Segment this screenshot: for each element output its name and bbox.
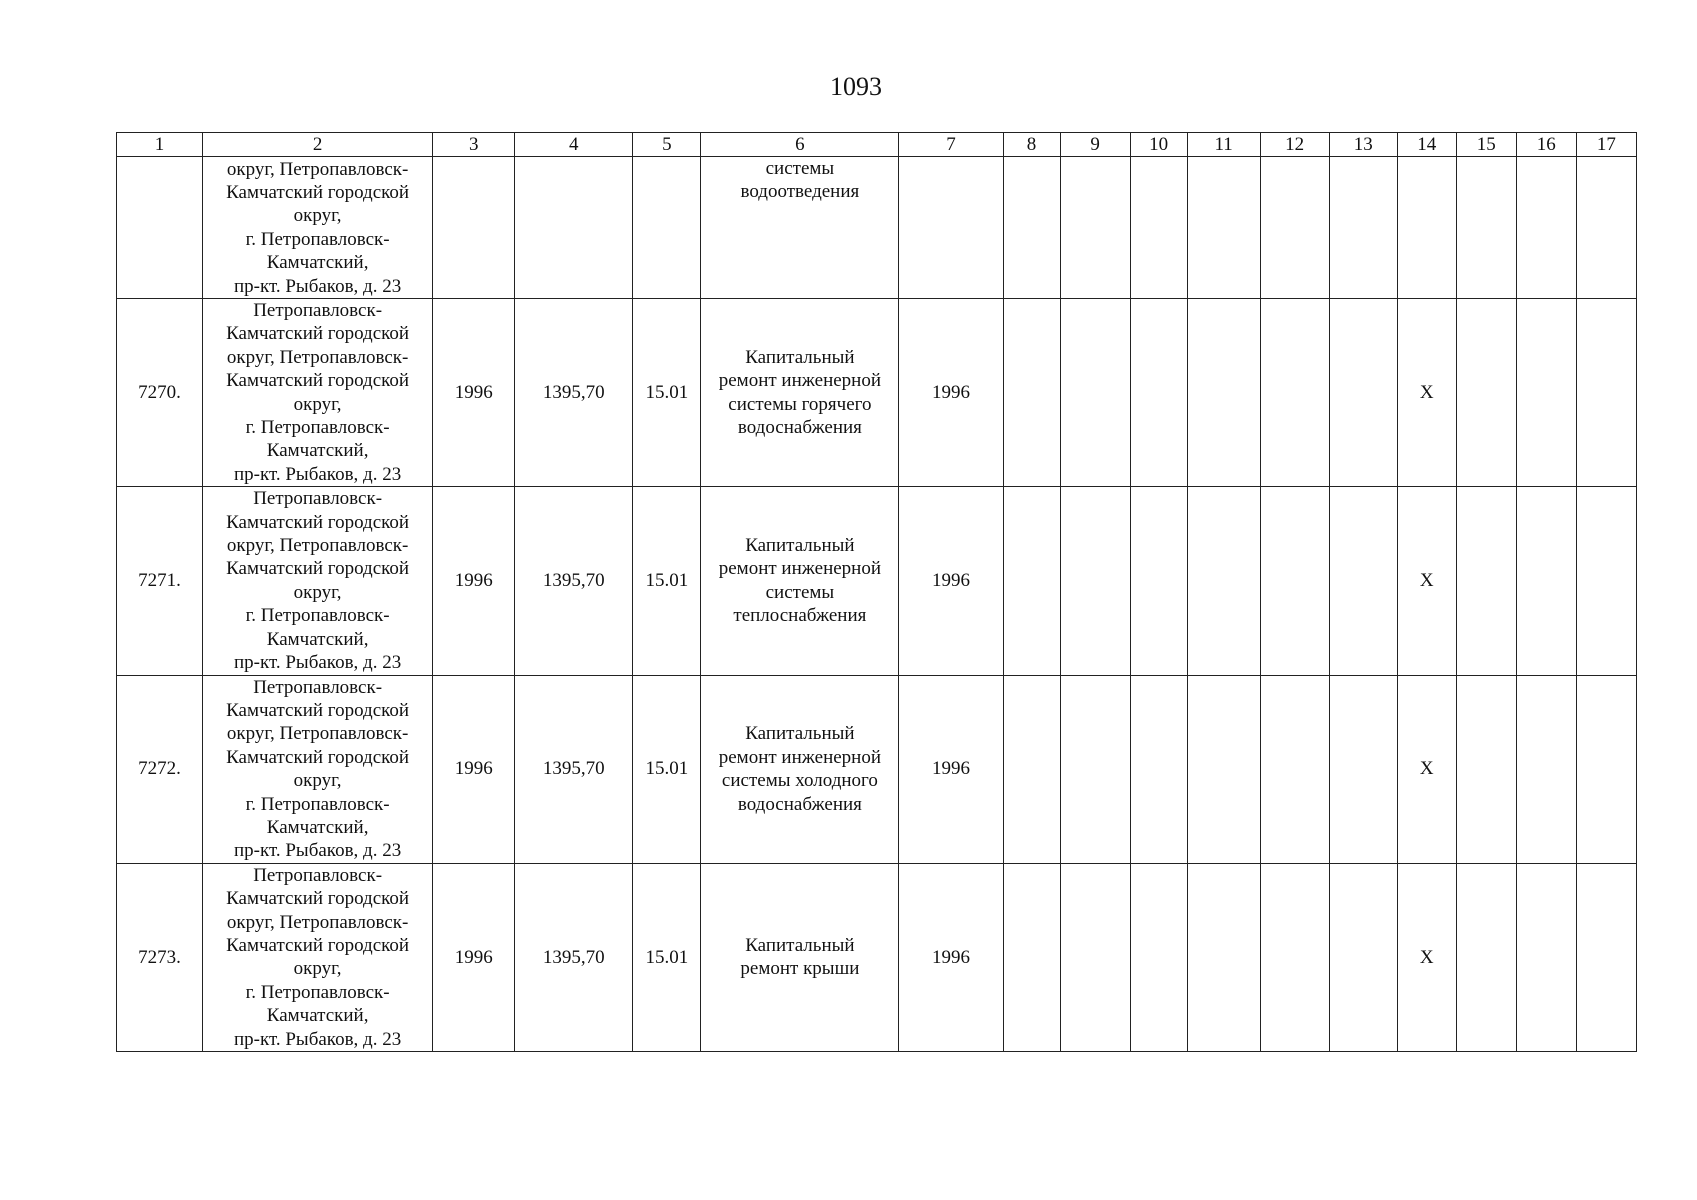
column-header: 7 bbox=[899, 133, 1003, 157]
empty-cell bbox=[1187, 299, 1260, 487]
empty-cell bbox=[1003, 299, 1060, 487]
column-header: 2 bbox=[203, 133, 433, 157]
empty-cell bbox=[1516, 157, 1576, 299]
table-row-7272 bbox=[117, 675, 1637, 863]
table-row-7271 bbox=[117, 487, 1637, 675]
empty-cell bbox=[1060, 157, 1130, 299]
mark-cell: Х bbox=[1397, 299, 1456, 487]
code-cell: 15.01 bbox=[633, 863, 701, 1051]
column-header: 11 bbox=[1187, 133, 1260, 157]
empty-cell bbox=[1456, 157, 1516, 299]
area-cell: 1395,70 bbox=[515, 863, 633, 1051]
empty-cell bbox=[1576, 675, 1636, 863]
empty-cell bbox=[1187, 675, 1260, 863]
empty-cell bbox=[1576, 487, 1636, 675]
work-type-cell: Капитальный ремонт инженерной системы теплоснабжения bbox=[701, 487, 899, 675]
table-row-continuation bbox=[117, 157, 1637, 299]
empty-cell bbox=[1516, 675, 1576, 863]
empty-cell bbox=[1060, 675, 1130, 863]
empty-cell bbox=[1456, 675, 1516, 863]
code-cell bbox=[633, 157, 701, 299]
empty-cell bbox=[1003, 157, 1060, 299]
table-row-7273 bbox=[117, 863, 1637, 1051]
code-cell: 15.01 bbox=[633, 675, 701, 863]
code-cell: 15.01 bbox=[633, 487, 701, 675]
work-type-cell: Капитальный ремонт инженерной системы холодного водоснабжения bbox=[701, 675, 899, 863]
empty-cell bbox=[1329, 675, 1397, 863]
empty-cell bbox=[1260, 863, 1329, 1051]
column-header: 4 bbox=[515, 133, 633, 157]
column-header: 5 bbox=[633, 133, 701, 157]
register-table bbox=[116, 132, 1637, 1052]
address-cell: Петропавловск- Камчатский городской округ, Петропавловск- Камчатский городской округ, г. Петропавловск- Камчатский, пр-кт. Рыбаков, д. 23 bbox=[203, 675, 433, 863]
column-header: 17 bbox=[1576, 133, 1636, 157]
column-header: 15 bbox=[1456, 133, 1516, 157]
empty-cell bbox=[1516, 863, 1576, 1051]
page-number: 1093 bbox=[830, 72, 882, 101]
mark-cell: Х bbox=[1397, 675, 1456, 863]
column-header: 9 bbox=[1060, 133, 1130, 157]
work-type-cell: Капитальный ремонт крыши bbox=[701, 863, 899, 1051]
column-header: 12 bbox=[1260, 133, 1329, 157]
work-type-cell: Капитальный ремонт инженерной системы горячего водоснабжения bbox=[701, 299, 899, 487]
empty-cell bbox=[1187, 157, 1260, 299]
column-header: 16 bbox=[1516, 133, 1576, 157]
empty-cell bbox=[1130, 157, 1187, 299]
empty-cell bbox=[1260, 157, 1329, 299]
code-cell: 15.01 bbox=[633, 299, 701, 487]
column-header: 6 bbox=[701, 133, 899, 157]
empty-cell bbox=[1516, 299, 1576, 487]
empty-cell bbox=[1130, 487, 1187, 675]
empty-cell bbox=[1329, 157, 1397, 299]
empty-cell bbox=[1456, 487, 1516, 675]
empty-cell bbox=[1456, 299, 1516, 487]
empty-cell bbox=[1260, 675, 1329, 863]
column-header: 8 bbox=[1003, 133, 1060, 157]
year-built-cell: 1996 bbox=[433, 299, 515, 487]
empty-cell bbox=[1260, 487, 1329, 675]
empty-cell bbox=[1130, 675, 1187, 863]
mark-cell bbox=[1397, 157, 1456, 299]
area-cell: 1395,70 bbox=[515, 675, 633, 863]
empty-cell bbox=[1456, 863, 1516, 1051]
row-number-cell bbox=[117, 157, 203, 299]
empty-cell bbox=[1187, 487, 1260, 675]
area-cell: 1395,70 bbox=[515, 487, 633, 675]
column-header: 3 bbox=[433, 133, 515, 157]
column-header: 10 bbox=[1130, 133, 1187, 157]
year-built-cell: 1996 bbox=[433, 863, 515, 1051]
empty-cell bbox=[1329, 863, 1397, 1051]
empty-cell bbox=[1003, 863, 1060, 1051]
column-header: 1 bbox=[117, 133, 203, 157]
empty-cell bbox=[1329, 299, 1397, 487]
year-built-cell: 1996 bbox=[433, 675, 515, 863]
year-cell: 1996 bbox=[899, 299, 1003, 487]
area-cell: 1395,70 bbox=[515, 299, 633, 487]
year-built-cell bbox=[433, 157, 515, 299]
empty-cell bbox=[1003, 487, 1060, 675]
address-cell: Петропавловск- Камчатский городской округ, Петропавловск- Камчатский городской округ, г. Петропавловск- Камчатский, пр-кт. Рыбаков, д. 23 bbox=[203, 487, 433, 675]
empty-cell bbox=[1130, 863, 1187, 1051]
column-header: 14 bbox=[1397, 133, 1456, 157]
empty-cell bbox=[1576, 157, 1636, 299]
empty-cell bbox=[1576, 299, 1636, 487]
address-cell: Петропавловск- Камчатский городской округ, Петропавловск- Камчатский городской округ, г. Петропавловск- Камчатский, пр-кт. Рыбаков, д. 23 bbox=[203, 299, 433, 487]
empty-cell bbox=[1003, 675, 1060, 863]
address-cell: округ, Петропавловск- Камчатский городской округ, г. Петропавловск- Камчатский, пр-кт. Рыбаков, д. 23 bbox=[203, 157, 433, 299]
year-built-cell: 1996 bbox=[433, 487, 515, 675]
address-cell: Петропавловск- Камчатский городской округ, Петропавловск- Камчатский городской округ, г. Петропавловск- Камчатский, пр-кт. Рыбаков, д. 23 bbox=[203, 863, 433, 1051]
empty-cell bbox=[1516, 487, 1576, 675]
mark-cell: Х bbox=[1397, 863, 1456, 1051]
row-number-cell: 7271. bbox=[117, 487, 203, 675]
row-number-cell: 7272. bbox=[117, 675, 203, 863]
column-number-row bbox=[117, 133, 1637, 157]
year-cell: 1996 bbox=[899, 487, 1003, 675]
empty-cell bbox=[1060, 863, 1130, 1051]
empty-cell bbox=[1576, 863, 1636, 1051]
mark-cell: Х bbox=[1397, 487, 1456, 675]
area-cell bbox=[515, 157, 633, 299]
empty-cell bbox=[1060, 299, 1130, 487]
empty-cell bbox=[1130, 299, 1187, 487]
year-cell: 1996 bbox=[899, 863, 1003, 1051]
empty-cell bbox=[1060, 487, 1130, 675]
empty-cell bbox=[1329, 487, 1397, 675]
empty-cell bbox=[1187, 863, 1260, 1051]
empty-cell bbox=[1260, 299, 1329, 487]
row-number-cell: 7270. bbox=[117, 299, 203, 487]
row-number-cell: 7273. bbox=[117, 863, 203, 1051]
year-cell: 1996 bbox=[899, 675, 1003, 863]
table-row-7270 bbox=[117, 299, 1637, 487]
year-cell bbox=[899, 157, 1003, 299]
work-type-cell: системы водоотведения bbox=[701, 157, 899, 299]
column-header: 13 bbox=[1329, 133, 1397, 157]
